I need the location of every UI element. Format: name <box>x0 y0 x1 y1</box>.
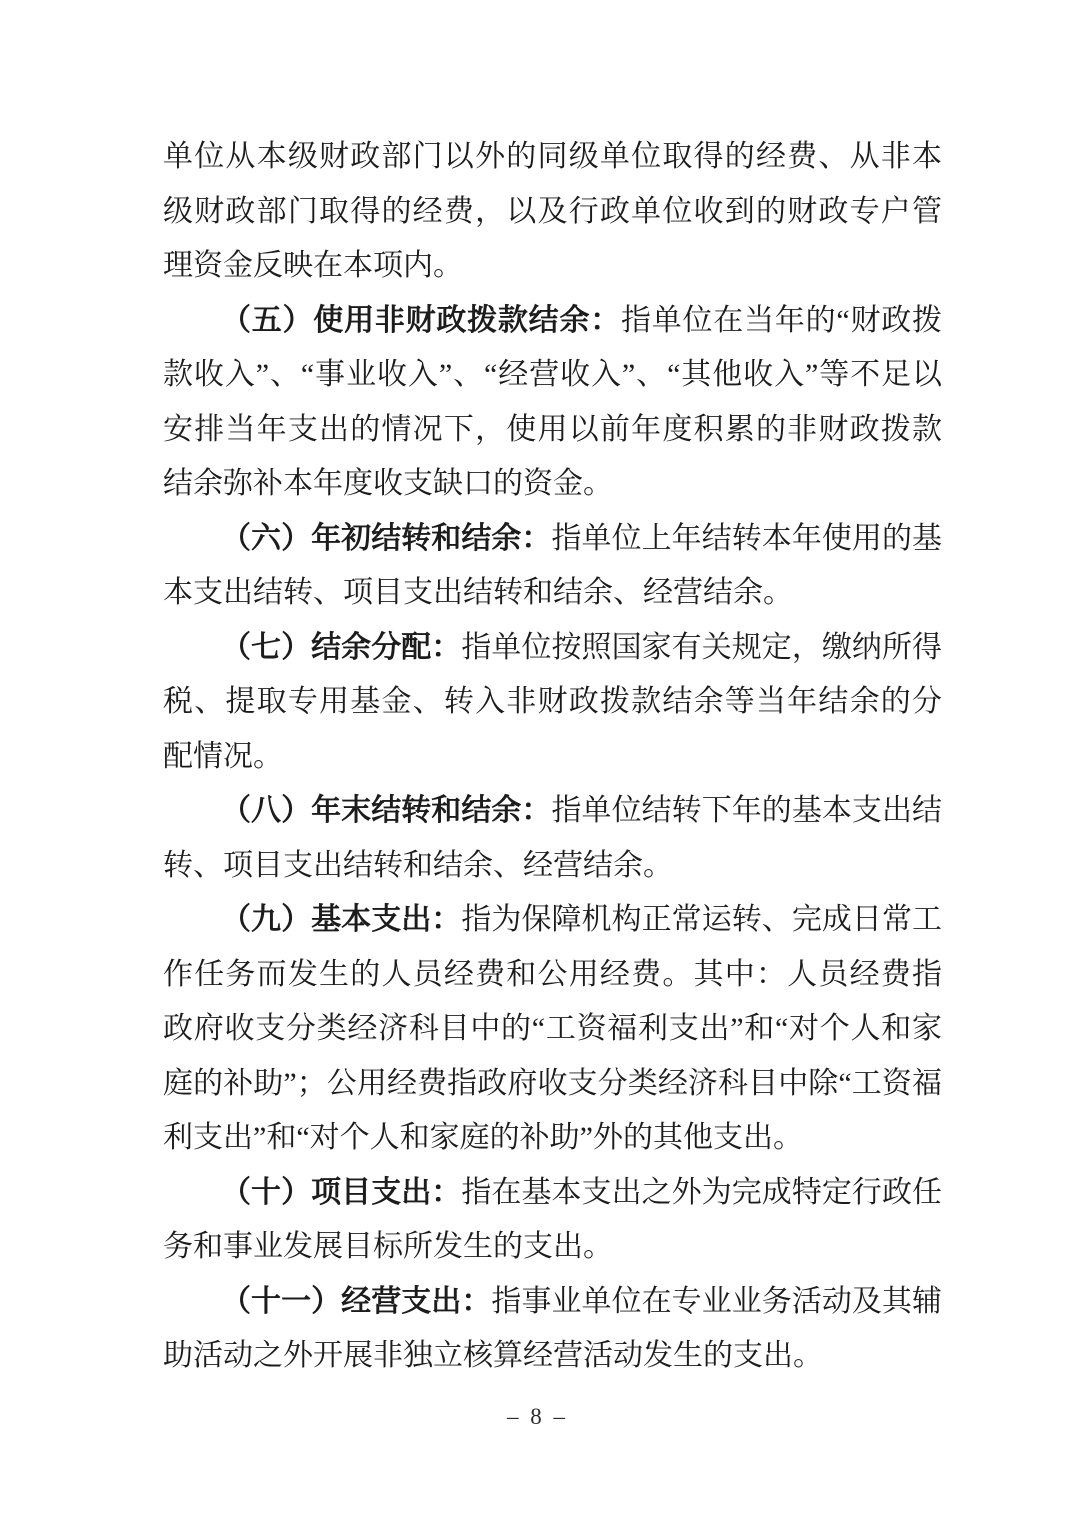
document-body <box>163 130 942 1384</box>
paragraph-text: 指单位在当年的“财政拨款收入”、“事业收入”、“经营收入”、“其他收入”等不足以安排当年支出的情况下，使用以前年度积累的非财政拨款结余弥补本年度收支缺口的资金。 <box>163 303 942 500</box>
paragraph <box>163 130 942 294</box>
paragraph <box>163 784 942 893</box>
paragraph-lead: （九）基本支出： <box>221 903 462 936</box>
paragraph <box>163 1275 942 1384</box>
paragraph <box>163 294 942 512</box>
paragraph-lead: （十）项目支出： <box>221 1175 462 1209</box>
paragraph <box>163 512 942 621</box>
paragraph-lead: （五）使用非财政拨款结余： <box>221 303 621 337</box>
paragraph-text: 指为保障机构正常运转、完成日常工作任务而发生的人员经费和公用经费。其中：人员经费指政府收支分类经济科目中的“工资福利支出”和“对个人和家庭的补助”；公用经费指政府收支分类经济科目中除“工资福利支出”和“对个人和家庭的补助”外的其他支出。 <box>163 903 943 1154</box>
paragraph <box>163 1166 942 1275</box>
paragraph-text: 指单位上年结转本年使用的基本支出结转、项目支出结转和结余、经营结余。 <box>163 521 943 609</box>
paragraph-text: 指单位结转下年的基本支出结转、项目支出结转和结余、经营结余。 <box>163 794 943 882</box>
paragraph-lead: （七）结余分配： <box>221 630 462 664</box>
paragraph-text: 指单位按照国家有关规定，缴纳所得税、提取专用基金、转入非财政拨款结余等当年结余的分配情况。 <box>163 630 943 773</box>
paragraph-lead: （六）年初结转和结余： <box>221 521 552 555</box>
paragraph <box>163 893 942 1166</box>
paragraph-lead: （八）年末结转和结余： <box>221 794 552 827</box>
paragraph-text: 单位从本级财政部门以外的同级单位取得的经费、从非本级财政部门取得的经费，以及行政单位收到的财政专户管理资金反映在本项内。 <box>163 140 942 282</box>
paragraph-text: 指事业单位在专业业务活动及其辅助活动之外开展非独立核算经营活动发生的支出。 <box>163 1284 943 1372</box>
paragraph-lead: （十一）经营支出： <box>221 1284 492 1318</box>
paragraph-text: 指在基本支出之外为完成特定行政任务和事业发展目标所发生的支出。 <box>163 1175 943 1263</box>
page-number: – 8 – <box>507 1404 568 1429</box>
paragraph <box>163 621 942 785</box>
